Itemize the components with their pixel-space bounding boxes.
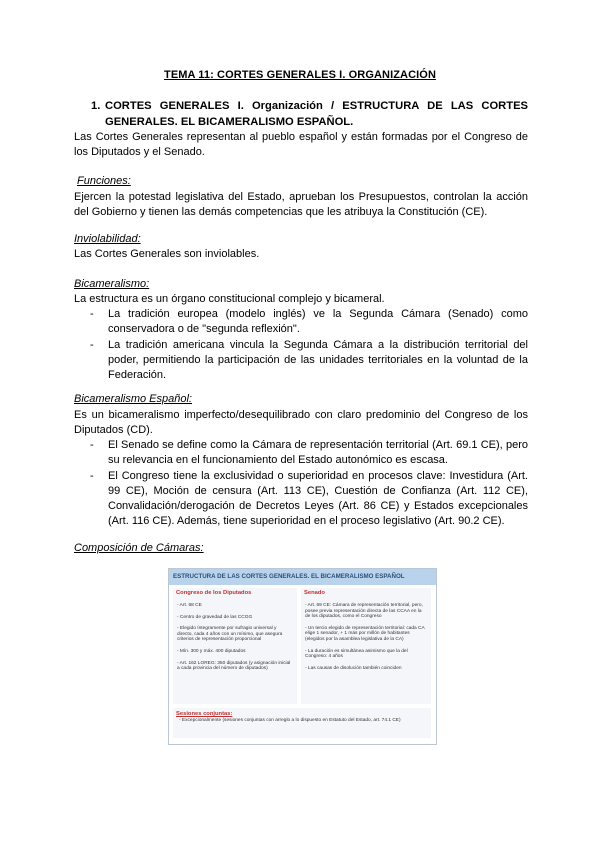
bicameralismo-espanol-paragraph: Es un bicameralismo imperfecto/desequilibrado con claro predominio del Congreso de los Diputados (CD). bbox=[74, 409, 528, 437]
congreso-title: Congreso de los Diputados bbox=[176, 590, 252, 596]
senado-column bbox=[301, 588, 431, 704]
list-item: - El Congreso tiene la exclusividad o superioridad en procesos clave: Investidura (Art. 99 CE), Moción de censura (Art. 113 CE), Cuestión de Confianza (Art. 112 CE), Convalidación/derogación de Decretos Leyes (Art. 86 CE) y Estados excepcionales (Art. 116 CE). Además, tiene superioridad en el proceso legislativo (Art. 90.2 CE). bbox=[90, 469, 528, 528]
congreso-cell: - Elegido íntegramente por sufragio universal y directo, cada 4 años con un mínimo, que asegura criterios de representación proporcional bbox=[177, 626, 283, 643]
list-item: - La tradición americana vincula la Segunda Cámara a la distribución territorial del poder, permitiendo la participación de las unidades territoriales en la voluntad de la Federación. bbox=[90, 338, 528, 382]
list-item: - El Senado se define como la Cámara de representación territorial (Art. 69.1 CE), pero su relevancia en el funcionamiento del Estado autonómico es escasa. bbox=[90, 439, 528, 467]
bicameralismo-list bbox=[74, 307, 528, 383]
list-item: - La tradición europea (modelo inglés) ve la Segunda Cámara (Senado) como conservadora o de "segunda reflexión". bbox=[90, 308, 528, 336]
figure-body bbox=[173, 588, 431, 704]
document-title: TEMA 11: CORTES GENERALES I. ORGANIZACIÓN bbox=[164, 69, 436, 81]
composicion-heading: Composición de Cámaras: bbox=[74, 542, 204, 554]
senado-title: Senado bbox=[304, 590, 325, 596]
intro-paragraph: Las Cortes Generales representan al pueblo español y están formadas por el Congreso de los Diputados y el Senado. bbox=[74, 131, 528, 159]
congreso-cell: - Mín. 300 y máx. 400 diputados bbox=[177, 648, 246, 654]
congreso-column bbox=[173, 588, 297, 704]
bicameralismo-heading: Bicameralismo: bbox=[74, 278, 150, 290]
funciones-heading: Funciones: bbox=[77, 175, 131, 187]
funciones-paragraph: Ejercen la potestad legislativa del Estado, aprueban los Presupuestos, controlan la acción del Gobierno y tienen las demás competencias que les atribuya la Constitución (CE). bbox=[74, 191, 528, 219]
inviolabilidad-heading: Inviolabilidad: bbox=[74, 233, 141, 245]
senado-cell: - Las causas de disolución también coinciden bbox=[305, 665, 402, 671]
bicameralismo-espanol-list bbox=[74, 438, 528, 530]
section-number: 1. bbox=[91, 100, 101, 112]
section-heading-text: CORTES GENERALES I. Organización / ESTRUCTURA DE LAS CORTES GENERALES. EL BICAMERALISMO ESPAÑOL. bbox=[105, 100, 528, 128]
congreso-cell: - Centro de gravedad de las CCGG bbox=[177, 614, 253, 620]
inviolabilidad-paragraph: Las Cortes Generales son inviolables. bbox=[74, 248, 260, 260]
joint-sessions-box bbox=[173, 708, 431, 738]
bicameralismo-espanol-heading: Bicameralismo Español: bbox=[74, 393, 192, 405]
senado-cell: - Art. 69 CE: Cámara de representación territorial, pero, posee previa representación directa de las CCAA en la de los diputados, como el Congreso bbox=[305, 603, 423, 620]
senado-cell: - Un tercio elegido de representación territorial: cada CA elige 1 senador, + 1 más por millón de habitantes (elegidos por la asamblea legislativa de la CA) bbox=[305, 625, 425, 642]
figure-header: ESTRUCTURA DE LAS CORTES GENERALES. EL BICAMERALISMO ESPAÑOL bbox=[169, 569, 436, 585]
section-heading bbox=[91, 99, 528, 130]
senado-cell: - La duración es simultánea asimismo que la del Congreso: 4 años bbox=[305, 648, 408, 660]
bicameralismo-paragraph: La estructura es un órgano constitucional complejo y bicameral. bbox=[74, 293, 385, 305]
joint-sessions-text: - Excepcionalmente (sesiones conjuntas con arreglo a lo dispuesto en Estatuto del Estado, art. 74.1 CE) bbox=[179, 718, 401, 723]
congreso-cell: - Art. 68 CE bbox=[177, 603, 202, 608]
congreso-cell: - Art. 162 LOREG: 350 diputados (y asignación inicial a cada provincia del número de diputados) bbox=[177, 660, 291, 672]
joint-sessions-title: Sesiones conjuntas: bbox=[176, 711, 233, 717]
cortes-structure-figure bbox=[168, 568, 437, 745]
